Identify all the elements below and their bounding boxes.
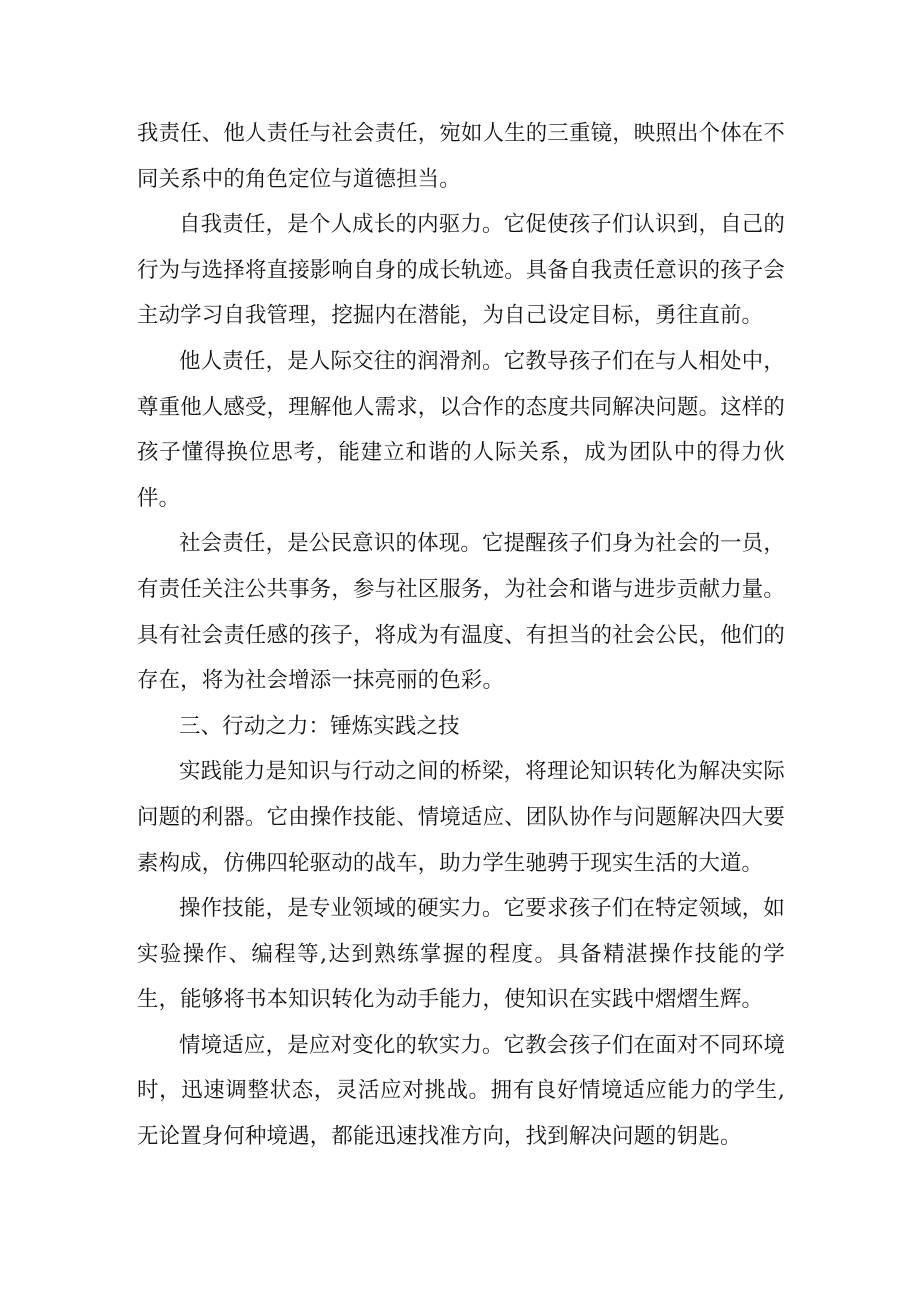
- paragraph-operation-skills: 操作技能，是专业领域的硬实力。它要求孩子们在特定领域，如实验操作、编程等,达到熟练掌握的程度。具备精湛操作技能的学生，能够将书本知识转化为动手能力，使知识在实践中熠熠生辉。: [137, 896, 785, 1013]
- paragraph-self-responsibility: 自我责任，是个人成长的内驱力。它促使孩子们认识到，自己的行为与选择将直接影响自身的成长轨迹。具备自我责任意识的孩子会主动学习自我管理，挖掘内在潜能，为自己设定目标，勇往直前。: [137, 212, 785, 329]
- section-heading-action: 三、行动之力：锤炼实践之技: [179, 713, 460, 739]
- paragraph-practical-ability: 实践能力是知识与行动之间的桥梁，将理论知识转化为解决实际问题的利器。它由操作技能、情境适应、团队协作与问题解决四大要素构成，仿佛四轮驱动的战车，助力学生驰骋于现实生活的大道。: [137, 759, 785, 876]
- paragraph-situation-adaptation: 情境适应，是应对变化的软实力。它教会孩子们在面对不同环境时，迅速调整状态，灵活应对挑战。拥有良好情境适应能力的学生,无论置身何种境遇，都能迅速找准方向，找到解决问题的钥匙。: [137, 1032, 785, 1150]
- paragraph-social-responsibility: 社会责任，是公民意识的体现。它提醒孩子们身为社会的一员，有责任关注公共事务，参与社区服务，为社会和谐与进步贡献力量。具有社会责任感的孩子，将成为有温度、有担当的社会公民，他们的存在，将为社会增添一抹亮丽的色彩。: [137, 531, 785, 694]
- paragraph-others-responsibility: 他人责任，是人际交往的润滑剂。它教导孩子们在与人相处中，尊重他人感受，理解他人需求，以合作的态度共同解决问题。这样的孩子懂得换位思考，能建立和谐的人际关系，成为团队中的得力伙伴。: [137, 348, 785, 511]
- paragraph-responsibility-intro: 我责任、他人责任与社会责任，宛如人生的三重镜，映照出个体在不同关系中的角色定位与道德担当。: [137, 121, 785, 192]
- document-body: [137, 111, 785, 1160]
